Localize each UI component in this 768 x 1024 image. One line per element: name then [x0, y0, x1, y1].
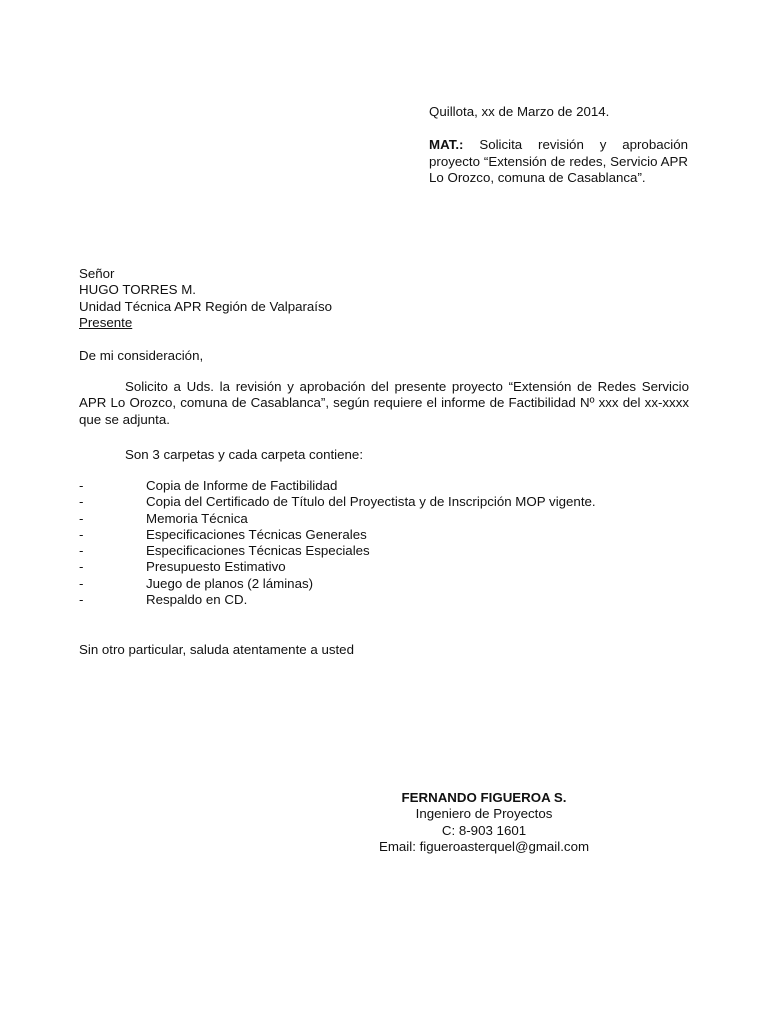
recipient-block	[79, 266, 332, 331]
list-bullet: -	[79, 478, 84, 493]
body-paragraph: Solicito a Uds. la revisión y aprobación del presente proyecto “Extensión de Redes Servicio APR Lo Orozco, comuna de Casablanca”, según requiere el informe de Factibilidad Nº xxx del xx-xxxx que se adjunta.	[79, 379, 689, 427]
closing-line: Sin otro particular, saluda atentamente a usted	[79, 642, 354, 657]
folders-intro: Son 3 carpetas y cada carpeta contiene:	[125, 447, 364, 462]
list-bullet: -	[79, 494, 84, 510]
list-item-text: Copia de Informe de Factibilidad	[146, 478, 338, 493]
list-item-text: Copia del Certificado de Título del Proyectista y de Inscripción MOP vigente.	[146, 494, 596, 510]
list-item-text: Presupuesto Estimativo	[146, 559, 286, 575]
subject-line	[429, 137, 688, 186]
list-item	[79, 559, 596, 575]
subject-label: MAT.:	[429, 137, 464, 153]
list-item-text: Respaldo en CD.	[146, 592, 248, 608]
list-item-text: Juego de planos (2 láminas)	[146, 575, 314, 591]
signature-email: Email: figueroasterquel@gmail.com	[378, 838, 590, 854]
list-bullet: -	[79, 526, 84, 542]
signature-phone: C: 8-903 1601	[441, 822, 527, 838]
subject-text: Solicita revisión y aprobación proyecto “Extensión de redes, Servicio APR Lo Orozco, comuna de Casablanca”.	[429, 137, 688, 185]
list-item	[79, 494, 596, 510]
list-item	[79, 478, 596, 494]
signature-title: Ingeniero de Proyectos	[415, 806, 553, 822]
list-item	[79, 511, 596, 527]
contents-list	[79, 478, 596, 608]
list-item-text: Memoria Técnica	[146, 510, 248, 526]
list-item	[79, 592, 596, 608]
recipient-salutation: Señor	[79, 266, 115, 281]
greeting: De mi consideración,	[79, 348, 204, 363]
signature-name: FERNANDO FIGUEROA S.	[401, 790, 567, 805]
list-item-text: Especificaciones Técnicas Especiales	[146, 543, 370, 559]
list-bullet: -	[79, 592, 84, 608]
list-bullet: -	[79, 575, 84, 591]
list-item-text: Especificaciones Técnicas Generales	[146, 526, 367, 542]
list-item	[79, 527, 596, 543]
recipient-unit: Unidad Técnica APR Región de Valparaíso	[79, 298, 333, 314]
list-bullet: -	[79, 543, 84, 559]
recipient-name: HUGO TORRES M.	[79, 282, 196, 298]
list-item	[79, 576, 596, 592]
signature-block	[330, 790, 638, 855]
list-bullet: -	[79, 559, 84, 575]
list-item	[79, 543, 596, 559]
list-bullet: -	[79, 510, 84, 526]
recipient-presente: Presente	[79, 314, 133, 330]
place-date: Quillota, xx de Marzo de 2014.	[429, 104, 610, 119]
letter-header	[429, 104, 688, 186]
